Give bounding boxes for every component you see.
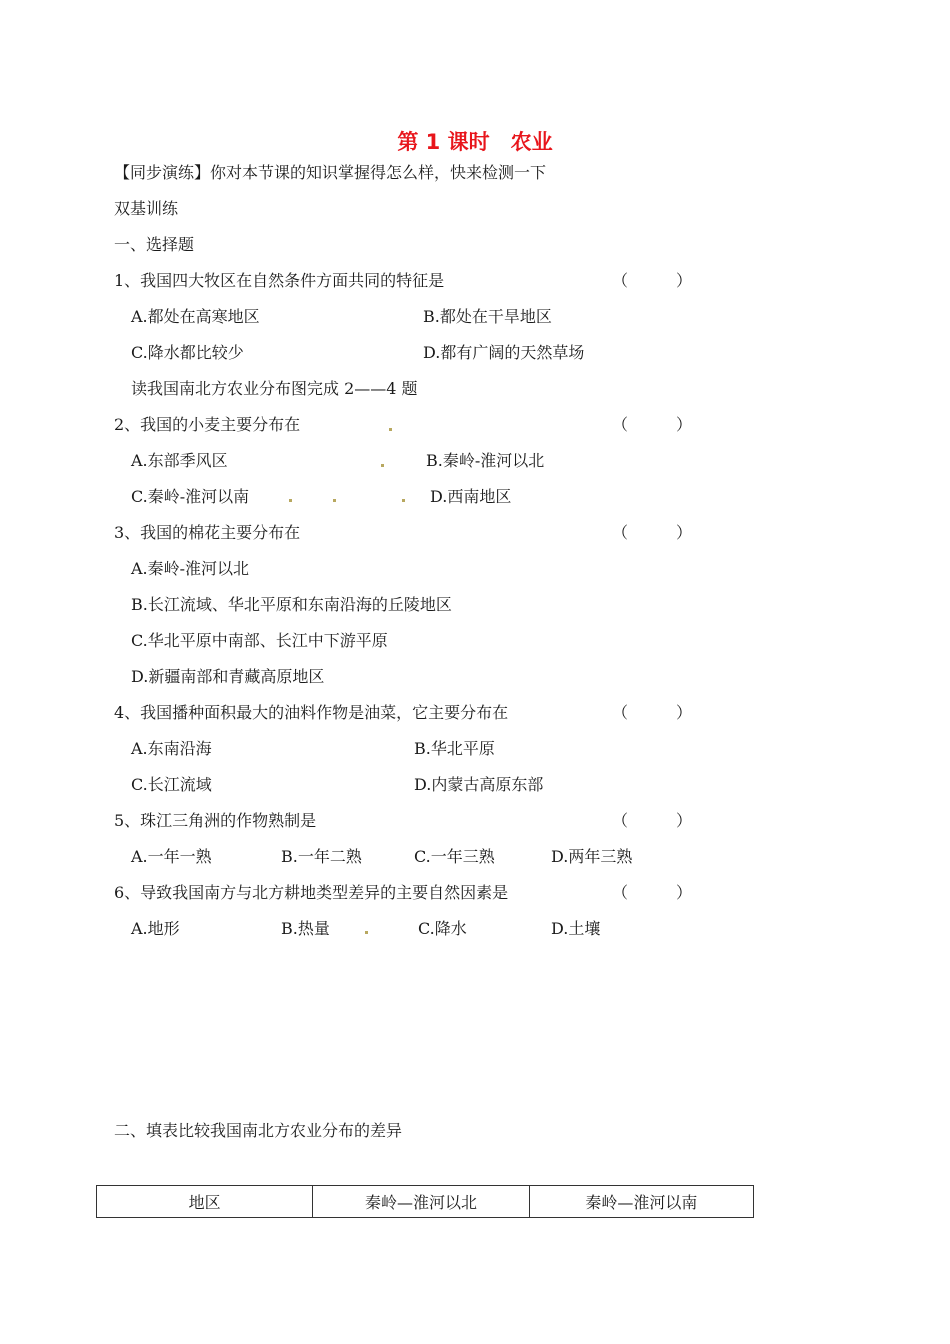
question-2: 2、我国的小麦主要分布在 [114,415,301,434]
q2-option-c: C.秦岭-淮河以南 [131,487,250,506]
scan-speck [289,499,292,502]
scan-speck [402,499,405,502]
answer-blank-5[interactable]: （ ） [612,811,693,830]
q1-option-a: A.都处在高寒地区 [131,307,260,326]
question-1: 1、我国四大牧区在自然条件方面共同的特征是 [114,271,445,290]
q6-option-b: B.热量 [281,919,330,938]
comparison-table [96,1185,754,1218]
q3-option-a: A.秦岭-淮河以北 [131,559,250,578]
answer-blank-6[interactable]: （ ） [612,883,693,902]
q4-option-a: A.东南沿海 [131,739,212,758]
q1-option-c: C.降水都比较少 [131,343,244,362]
q6-option-c: C.降水 [418,919,467,938]
q3-option-c: C.华北平原中南部、长江中下游平原 [131,631,388,650]
q4-option-c: C.长江流域 [131,775,212,794]
page-title: 第 1 课时 农业 [397,130,553,154]
question-5: 5、珠江三角洲的作物熟制是 [114,811,317,830]
q2-option-d: D.西南地区 [430,487,512,506]
answer-blank-3[interactable]: （ ） [612,523,693,542]
question-6: 6、导致我国南方与北方耕地类型差异的主要自然因素是 [114,883,509,902]
scan-speck [365,931,368,934]
q4-option-b: B.华北平原 [414,739,495,758]
q5-option-b: B.一年二熟 [281,847,362,866]
intro-text: 【同步演练】你对本节课的知识掌握得怎么样，快来检测一下 [114,163,547,182]
table-row [97,1186,754,1218]
question-4: 4、我国播种面积最大的油料作物是油菜，它主要分布在 [114,703,509,722]
question-3: 3、我国的棉花主要分布在 [114,523,301,542]
section-1-heading: 一、选择题 [114,235,195,254]
q5-option-a: A.一年一熟 [131,847,212,866]
q5-option-c: C.一年三熟 [414,847,495,866]
q2-option-b: B.秦岭-淮河以北 [426,451,545,470]
section-2-heading: 二、填表比较我国南北方农业分布的差异 [114,1121,403,1140]
subtitle: 双基训练 [114,199,179,218]
q6-option-d: D.土壤 [551,919,601,938]
q1-option-d: D.都有广阔的天然草场 [423,343,585,362]
q5-option-d: D.两年三熟 [551,847,633,866]
q1-option-b: B.都处在干旱地区 [423,307,552,326]
scan-speck [389,428,392,431]
answer-blank-1[interactable]: （ ） [612,271,693,290]
q2-option-a: A.东部季风区 [131,451,228,470]
q6-option-a: A.地形 [131,919,180,938]
scan-speck [381,464,384,467]
table-header-south: 秦岭—淮河以南 [529,1186,753,1218]
answer-blank-4[interactable]: （ ） [612,703,693,722]
q3-option-b: B.长江流域、华北平原和东南沿海的丘陵地区 [131,595,452,614]
scan-speck [333,499,336,502]
q4-option-d: D.内蒙古高原东部 [414,775,544,794]
table-header-north: 秦岭—淮河以北 [313,1186,529,1218]
table-header-region: 地区 [97,1186,313,1218]
read-note: 读我国南北方农业分布图完成 2——4 题 [131,379,418,398]
answer-blank-2[interactable]: （ ） [612,415,693,434]
q3-option-d: D.新疆南部和青藏高原地区 [131,667,325,686]
